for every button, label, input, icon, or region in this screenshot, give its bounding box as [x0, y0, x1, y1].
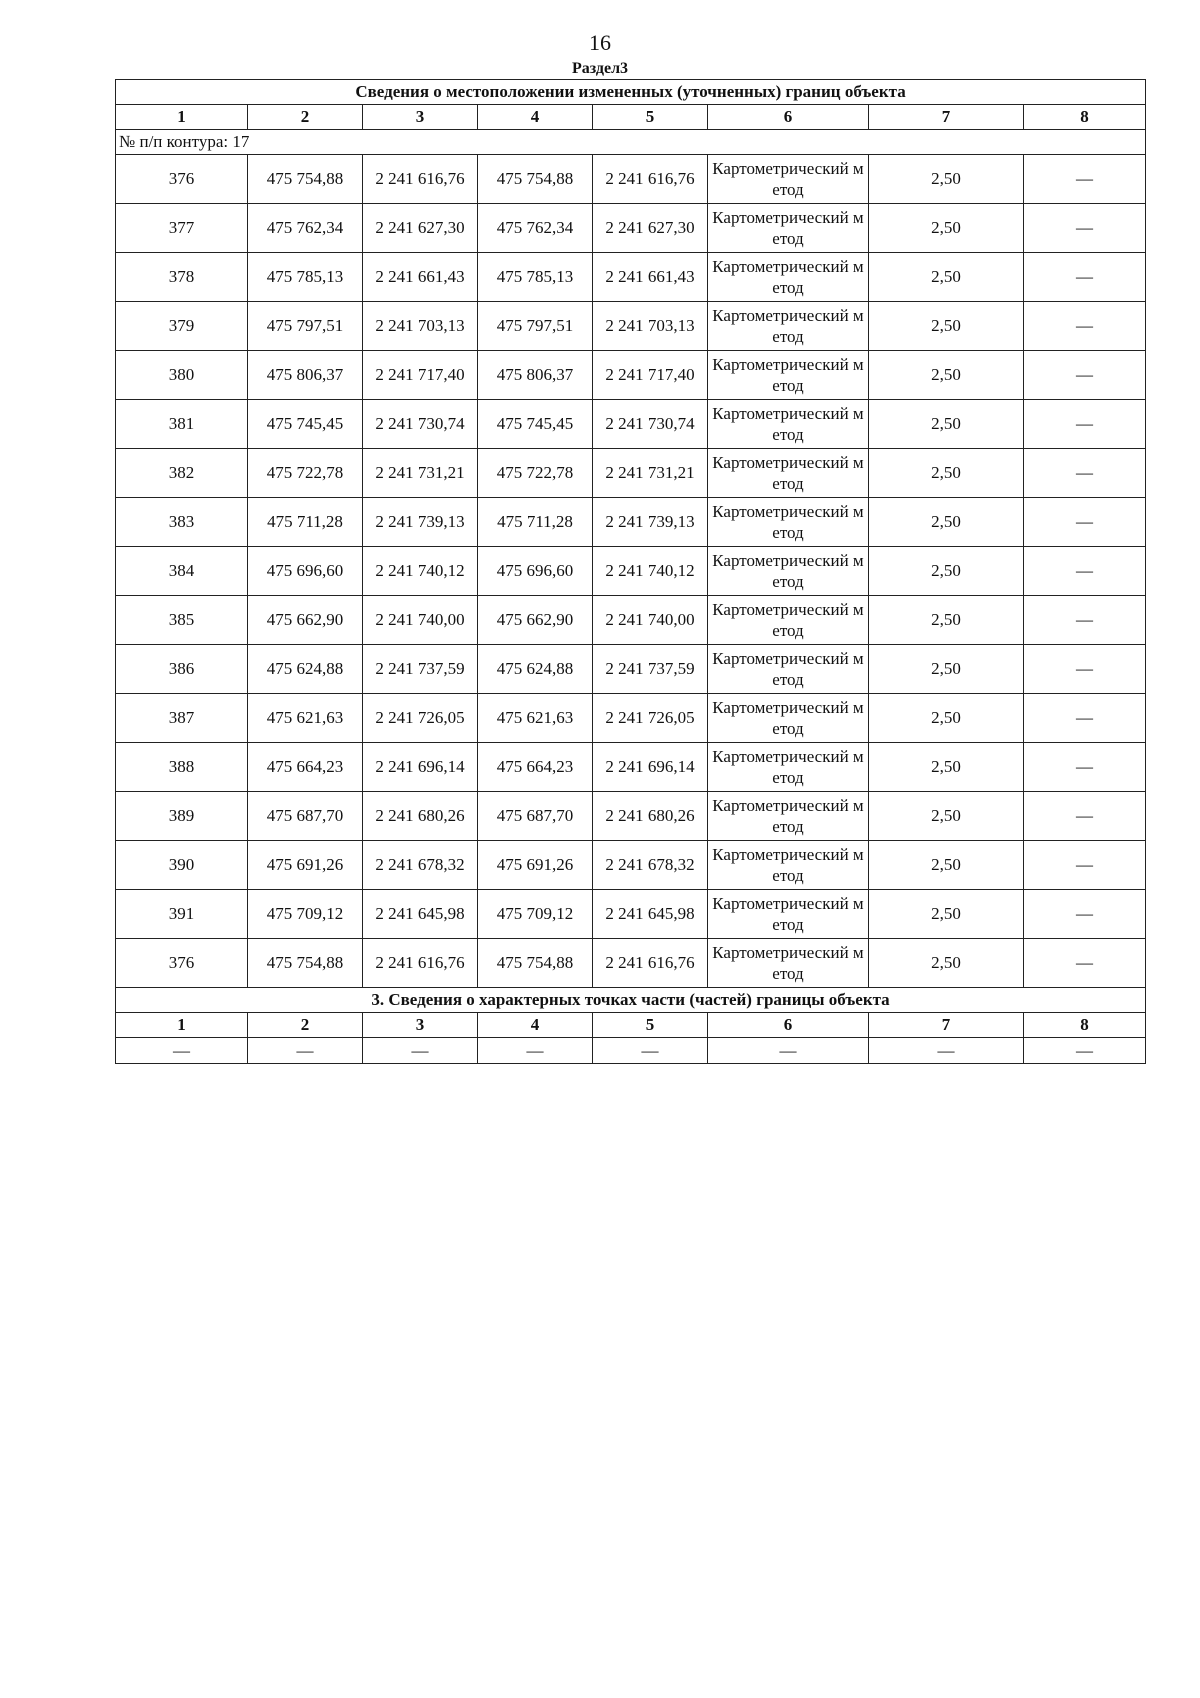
cell-y-existing: 2 241 737,59 [363, 645, 478, 694]
cell-x-new: 475 722,78 [478, 449, 593, 498]
table-row [116, 743, 1146, 792]
cell-point-number: 376 [116, 939, 248, 988]
cell-method: Картометрический метод [708, 645, 869, 694]
part-empty-cell: — [478, 1038, 593, 1064]
cell-note: — [1024, 253, 1146, 302]
cell-precision: 2,50 [869, 449, 1024, 498]
cell-method: Картометрический метод [708, 547, 869, 596]
cell-x-new: 475 664,23 [478, 743, 593, 792]
table-row [116, 498, 1146, 547]
cell-x-existing: 475 624,88 [248, 645, 363, 694]
cell-method: Картометрический метод [708, 841, 869, 890]
part-empty-cell: — [116, 1038, 248, 1064]
column-number-8: 8 [1024, 105, 1146, 130]
cell-y-existing: 2 241 696,14 [363, 743, 478, 792]
section-title: Раздел3 [571, 60, 629, 77]
cell-note: — [1024, 743, 1146, 792]
cell-y-new: 2 241 616,76 [593, 939, 708, 988]
cell-x-existing: 475 662,90 [248, 596, 363, 645]
part-section-title: 3. Сведения о характерных точках части (частей) границы объекта [116, 988, 1146, 1013]
cell-point-number: 376 [116, 155, 248, 204]
cell-y-new: 2 241 740,12 [593, 547, 708, 596]
cell-method: Картометрический метод [708, 155, 869, 204]
column-number-7: 7 [869, 105, 1024, 130]
cell-method: Картометрический метод [708, 939, 869, 988]
column-number-1: 1 [116, 105, 248, 130]
page-number: 16 [589, 30, 611, 55]
table-title-row [116, 80, 1146, 105]
cell-precision: 2,50 [869, 596, 1024, 645]
table-row [116, 253, 1146, 302]
cell-x-new: 475 691,26 [478, 841, 593, 890]
column-number-5: 5 [593, 105, 708, 130]
cell-y-existing: 2 241 730,74 [363, 400, 478, 449]
cell-note: — [1024, 694, 1146, 743]
cell-point-number: 391 [116, 890, 248, 939]
cell-point-number: 380 [116, 351, 248, 400]
part-empty-cell: — [708, 1038, 869, 1064]
cell-precision: 2,50 [869, 302, 1024, 351]
cell-note: — [1024, 204, 1146, 253]
cell-y-new: 2 241 717,40 [593, 351, 708, 400]
cell-y-existing: 2 241 661,43 [363, 253, 478, 302]
table-row [116, 645, 1146, 694]
cell-y-new: 2 241 731,21 [593, 449, 708, 498]
cell-x-new: 475 745,45 [478, 400, 593, 449]
column-number-4: 4 [478, 105, 593, 130]
cell-point-number: 390 [116, 841, 248, 890]
part-empty-cell: — [593, 1038, 708, 1064]
table-row [116, 939, 1146, 988]
column-number-row [116, 105, 1146, 130]
column-number-2: 2 [248, 105, 363, 130]
part-column-number-6: 6 [708, 1013, 869, 1038]
cell-precision: 2,50 [869, 841, 1024, 890]
cell-point-number: 377 [116, 204, 248, 253]
cell-point-number: 382 [116, 449, 248, 498]
cell-y-new: 2 241 730,74 [593, 400, 708, 449]
cell-point-number: 388 [116, 743, 248, 792]
cell-note: — [1024, 596, 1146, 645]
cell-y-new: 2 241 678,32 [593, 841, 708, 890]
cell-method: Картометрический метод [708, 253, 869, 302]
cell-y-existing: 2 241 627,30 [363, 204, 478, 253]
table-row [116, 890, 1146, 939]
cell-y-existing: 2 241 678,32 [363, 841, 478, 890]
part-empty-cell: — [248, 1038, 363, 1064]
cell-y-existing: 2 241 616,76 [363, 155, 478, 204]
part-column-number-7: 7 [869, 1013, 1024, 1038]
cell-x-new: 475 797,51 [478, 302, 593, 351]
cell-precision: 2,50 [869, 547, 1024, 596]
cell-precision: 2,50 [869, 939, 1024, 988]
cell-point-number: 383 [116, 498, 248, 547]
cell-x-new: 475 806,37 [478, 351, 593, 400]
cell-precision: 2,50 [869, 351, 1024, 400]
cell-x-existing: 475 709,12 [248, 890, 363, 939]
table-row [116, 449, 1146, 498]
table-row [116, 400, 1146, 449]
cell-x-new: 475 785,13 [478, 253, 593, 302]
part-column-number-2: 2 [248, 1013, 363, 1038]
boundary-table-body [116, 80, 1146, 1064]
column-number-3: 3 [363, 105, 478, 130]
table-row [116, 351, 1146, 400]
cell-y-new: 2 241 739,13 [593, 498, 708, 547]
table-row [116, 694, 1146, 743]
cell-note: — [1024, 155, 1146, 204]
cell-x-existing: 475 745,45 [248, 400, 363, 449]
cell-x-existing: 475 691,26 [248, 841, 363, 890]
cell-y-new: 2 241 726,05 [593, 694, 708, 743]
cell-y-existing: 2 241 680,26 [363, 792, 478, 841]
contour-row [116, 130, 1146, 155]
cell-method: Картометрический метод [708, 890, 869, 939]
cell-y-existing: 2 241 717,40 [363, 351, 478, 400]
cell-y-existing: 2 241 739,13 [363, 498, 478, 547]
part-column-number-5: 5 [593, 1013, 708, 1038]
cell-x-new: 475 762,34 [478, 204, 593, 253]
cell-x-existing: 475 722,78 [248, 449, 363, 498]
cell-method: Картометрический метод [708, 351, 869, 400]
part-column-number-4: 4 [478, 1013, 593, 1038]
table-row [116, 547, 1146, 596]
cell-note: — [1024, 302, 1146, 351]
cell-y-new: 2 241 627,30 [593, 204, 708, 253]
table-row [116, 596, 1146, 645]
part-column-number-3: 3 [363, 1013, 478, 1038]
cell-x-existing: 475 687,70 [248, 792, 363, 841]
cell-note: — [1024, 449, 1146, 498]
cell-precision: 2,50 [869, 400, 1024, 449]
boundary-table [115, 79, 1146, 1064]
column-number-6: 6 [708, 105, 869, 130]
cell-x-new: 475 754,88 [478, 939, 593, 988]
cell-y-new: 2 241 696,14 [593, 743, 708, 792]
cell-precision: 2,50 [869, 155, 1024, 204]
cell-x-new: 475 711,28 [478, 498, 593, 547]
cell-note: — [1024, 645, 1146, 694]
cell-y-existing: 2 241 726,05 [363, 694, 478, 743]
cell-y-new: 2 241 737,59 [593, 645, 708, 694]
cell-method: Картометрический метод [708, 694, 869, 743]
cell-x-existing: 475 785,13 [248, 253, 363, 302]
part-section-title-row [116, 988, 1146, 1013]
cell-method: Картометрический метод [708, 792, 869, 841]
cell-x-new: 475 621,63 [478, 694, 593, 743]
cell-note: — [1024, 792, 1146, 841]
part-empty-cell: — [869, 1038, 1024, 1064]
part-column-number-8: 8 [1024, 1013, 1146, 1038]
cell-note: — [1024, 841, 1146, 890]
part-column-number-row [116, 1013, 1146, 1038]
cell-method: Картометрический метод [708, 743, 869, 792]
cell-note: — [1024, 351, 1146, 400]
cell-point-number: 384 [116, 547, 248, 596]
part-empty-cell: — [1024, 1038, 1146, 1064]
cell-point-number: 379 [116, 302, 248, 351]
cell-method: Картометрический метод [708, 596, 869, 645]
contour-label: № п/п контура: 17 [116, 130, 1146, 155]
table-row [116, 204, 1146, 253]
cell-x-new: 475 754,88 [478, 155, 593, 204]
cell-y-new: 2 241 740,00 [593, 596, 708, 645]
cell-point-number: 386 [116, 645, 248, 694]
cell-y-existing: 2 241 740,12 [363, 547, 478, 596]
cell-note: — [1024, 939, 1146, 988]
cell-note: — [1024, 890, 1146, 939]
cell-x-existing: 475 711,28 [248, 498, 363, 547]
cell-precision: 2,50 [869, 792, 1024, 841]
cell-method: Картометрический метод [708, 400, 869, 449]
part-column-number-1: 1 [116, 1013, 248, 1038]
cell-x-existing: 475 797,51 [248, 302, 363, 351]
cell-x-new: 475 696,60 [478, 547, 593, 596]
cell-x-existing: 475 664,23 [248, 743, 363, 792]
table-row [116, 841, 1146, 890]
cell-x-existing: 475 754,88 [248, 155, 363, 204]
cell-x-existing: 475 806,37 [248, 351, 363, 400]
cell-point-number: 385 [116, 596, 248, 645]
cell-y-existing: 2 241 703,13 [363, 302, 478, 351]
cell-point-number: 389 [116, 792, 248, 841]
cell-x-existing: 475 696,60 [248, 547, 363, 596]
cell-point-number: 378 [116, 253, 248, 302]
cell-precision: 2,50 [869, 645, 1024, 694]
cell-x-existing: 475 754,88 [248, 939, 363, 988]
cell-y-existing: 2 241 731,21 [363, 449, 478, 498]
cell-precision: 2,50 [869, 204, 1024, 253]
table-row [116, 792, 1146, 841]
cell-y-new: 2 241 645,98 [593, 890, 708, 939]
cell-method: Картометрический метод [708, 302, 869, 351]
cell-precision: 2,50 [869, 498, 1024, 547]
cell-point-number: 387 [116, 694, 248, 743]
cell-y-new: 2 241 661,43 [593, 253, 708, 302]
cell-x-new: 475 624,88 [478, 645, 593, 694]
cell-note: — [1024, 547, 1146, 596]
cell-method: Картометрический метод [708, 204, 869, 253]
cell-precision: 2,50 [869, 743, 1024, 792]
table-row [116, 302, 1146, 351]
cell-precision: 2,50 [869, 694, 1024, 743]
cell-method: Картометрический метод [708, 498, 869, 547]
cell-point-number: 381 [116, 400, 248, 449]
cell-y-existing: 2 241 645,98 [363, 890, 478, 939]
table-title: Сведения о местоположении измененных (уточненных) границ объекта [116, 80, 1146, 105]
cell-y-new: 2 241 616,76 [593, 155, 708, 204]
part-empty-row [116, 1038, 1146, 1064]
cell-note: — [1024, 400, 1146, 449]
cell-y-existing: 2 241 740,00 [363, 596, 478, 645]
cell-y-existing: 2 241 616,76 [363, 939, 478, 988]
cell-x-new: 475 709,12 [478, 890, 593, 939]
cell-y-new: 2 241 680,26 [593, 792, 708, 841]
table-row [116, 155, 1146, 204]
cell-x-new: 475 687,70 [478, 792, 593, 841]
cell-x-new: 475 662,90 [478, 596, 593, 645]
cell-x-existing: 475 621,63 [248, 694, 363, 743]
cell-precision: 2,50 [869, 890, 1024, 939]
cell-method: Картометрический метод [708, 449, 869, 498]
cell-y-new: 2 241 703,13 [593, 302, 708, 351]
part-empty-cell: — [363, 1038, 478, 1064]
cell-x-existing: 475 762,34 [248, 204, 363, 253]
cell-precision: 2,50 [869, 253, 1024, 302]
cell-note: — [1024, 498, 1146, 547]
